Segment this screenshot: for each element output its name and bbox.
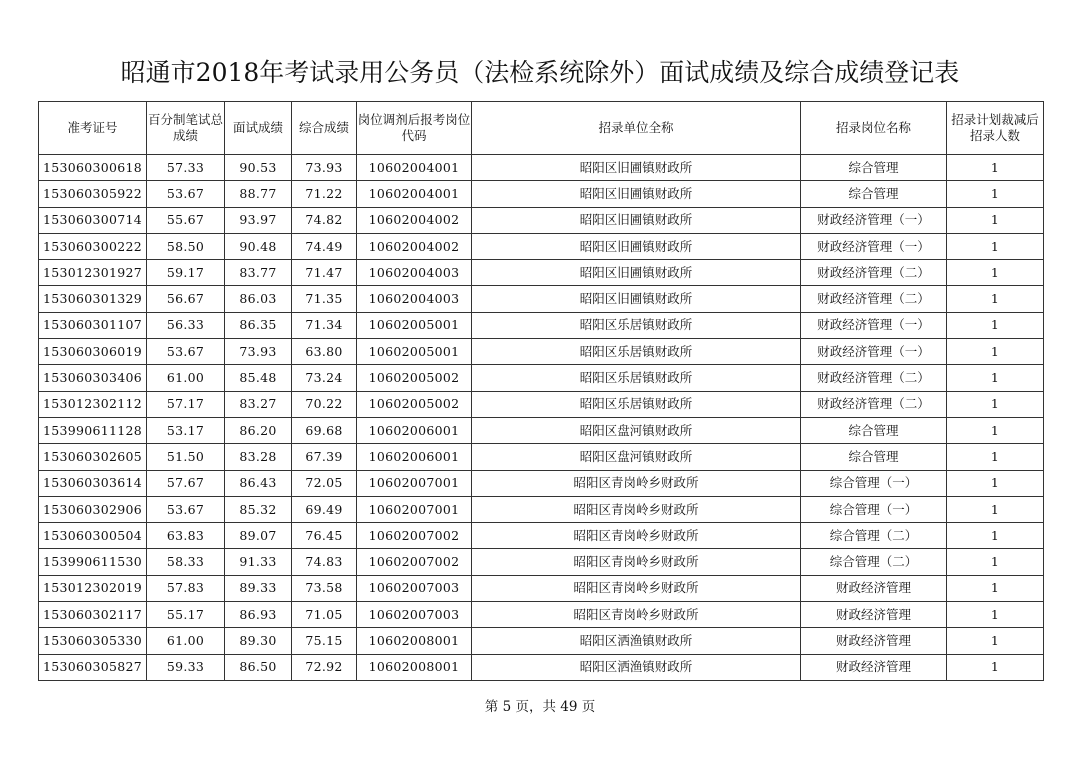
unit-name-cell: 昭阳区乐居镇财政所 (472, 365, 801, 391)
written-score-cell: 59.17 (147, 260, 225, 286)
written-score-cell: 61.00 (147, 628, 225, 654)
post-name-cell: 财政经济管理（一） (801, 312, 947, 338)
interview-score-cell: 85.32 (225, 496, 292, 522)
interview-score-cell: 89.30 (225, 628, 292, 654)
unit-name-cell: 昭阳区青岗岭乡财政所 (472, 602, 801, 628)
total-score-cell: 73.24 (292, 365, 357, 391)
written-score-cell: 55.17 (147, 602, 225, 628)
written-score-cell: 58.33 (147, 549, 225, 575)
post-name-cell: 财政经济管理（二） (801, 260, 947, 286)
header-total-score: 综合成绩 (292, 102, 357, 155)
post-name-cell: 综合管理（一） (801, 496, 947, 522)
total-score-cell: 74.83 (292, 549, 357, 575)
table-row (39, 181, 1044, 207)
post-name-cell: 综合管理 (801, 444, 947, 470)
total-score-cell: 74.82 (292, 207, 357, 233)
quota-cell: 1 (947, 391, 1044, 417)
unit-name-cell: 昭阳区乐居镇财政所 (472, 391, 801, 417)
quota-cell: 1 (947, 444, 1044, 470)
total-score-cell: 76.45 (292, 523, 357, 549)
exam-id-cell: 153012302019 (39, 575, 147, 601)
unit-name-cell: 昭阳区旧圃镇财政所 (472, 207, 801, 233)
table-row (39, 286, 1044, 312)
exam-id-cell: 153990611530 (39, 549, 147, 575)
exam-id-cell: 153012301927 (39, 260, 147, 286)
quota-cell: 1 (947, 233, 1044, 259)
header-exam-id: 准考证号 (39, 102, 147, 155)
table-row (39, 339, 1044, 365)
table-row (39, 312, 1044, 338)
interview-score-cell: 85.48 (225, 365, 292, 391)
unit-name-cell: 昭阳区旧圃镇财政所 (472, 155, 801, 181)
written-score-cell: 55.67 (147, 207, 225, 233)
post-code-cell: 10602004001 (357, 181, 472, 207)
score-table (38, 101, 1044, 681)
total-score-cell: 67.39 (292, 444, 357, 470)
unit-name-cell: 昭阳区青岗岭乡财政所 (472, 496, 801, 522)
post-name-cell: 财政经济管理 (801, 654, 947, 680)
post-name-cell: 综合管理 (801, 417, 947, 443)
post-code-cell: 10602007003 (357, 602, 472, 628)
post-name-cell: 综合管理（二） (801, 549, 947, 575)
quota-cell: 1 (947, 549, 1044, 575)
exam-id-cell: 153060303614 (39, 470, 147, 496)
written-score-cell: 59.33 (147, 654, 225, 680)
post-name-cell: 综合管理 (801, 155, 947, 181)
post-code-cell: 10602005002 (357, 365, 472, 391)
unit-name-cell: 昭阳区旧圃镇财政所 (472, 260, 801, 286)
total-score-cell: 75.15 (292, 628, 357, 654)
unit-name-cell: 昭阳区洒渔镇财政所 (472, 628, 801, 654)
post-name-cell: 综合管理（一） (801, 470, 947, 496)
written-score-cell: 53.17 (147, 417, 225, 443)
post-name-cell: 财政经济管理 (801, 602, 947, 628)
unit-name-cell: 昭阳区乐居镇财政所 (472, 312, 801, 338)
post-name-cell: 综合管理 (801, 181, 947, 207)
unit-name-cell: 昭阳区青岗岭乡财政所 (472, 575, 801, 601)
total-score-cell: 71.05 (292, 602, 357, 628)
post-code-cell: 10602004003 (357, 286, 472, 312)
quota-cell: 1 (947, 628, 1044, 654)
post-name-cell: 财政经济管理 (801, 628, 947, 654)
quota-cell: 1 (947, 207, 1044, 233)
exam-id-cell: 153060302605 (39, 444, 147, 470)
post-code-cell: 10602006001 (357, 444, 472, 470)
quota-cell: 1 (947, 417, 1044, 443)
interview-score-cell: 90.53 (225, 155, 292, 181)
post-code-cell: 10602008001 (357, 654, 472, 680)
exam-id-cell: 153060302117 (39, 602, 147, 628)
table-row (39, 654, 1044, 680)
exam-id-cell: 153060302906 (39, 496, 147, 522)
quota-cell: 1 (947, 181, 1044, 207)
exam-id-cell: 153060300222 (39, 233, 147, 259)
total-score-cell: 71.47 (292, 260, 357, 286)
written-score-cell: 51.50 (147, 444, 225, 470)
header-unit-name: 招录单位全称 (472, 102, 801, 155)
post-code-cell: 10602005001 (357, 312, 472, 338)
interview-score-cell: 86.93 (225, 602, 292, 628)
header-interview-score: 面试成绩 (225, 102, 292, 155)
written-score-cell: 53.67 (147, 496, 225, 522)
unit-name-cell: 昭阳区青岗岭乡财政所 (472, 470, 801, 496)
quota-cell: 1 (947, 523, 1044, 549)
written-score-cell: 56.67 (147, 286, 225, 312)
interview-score-cell: 88.77 (225, 181, 292, 207)
unit-name-cell: 昭阳区盘河镇财政所 (472, 444, 801, 470)
interview-score-cell: 73.93 (225, 339, 292, 365)
exam-id-cell: 153060306019 (39, 339, 147, 365)
post-name-cell: 财政经济管理（二） (801, 391, 947, 417)
exam-id-cell: 153060300504 (39, 523, 147, 549)
exam-id-cell: 153990611128 (39, 417, 147, 443)
exam-id-cell: 153060301107 (39, 312, 147, 338)
table-row (39, 233, 1044, 259)
exam-id-cell: 153060301329 (39, 286, 147, 312)
interview-score-cell: 91.33 (225, 549, 292, 575)
unit-name-cell: 昭阳区乐居镇财政所 (472, 339, 801, 365)
post-code-cell: 10602004002 (357, 233, 472, 259)
total-score-cell: 71.34 (292, 312, 357, 338)
table-row (39, 417, 1044, 443)
interview-score-cell: 86.03 (225, 286, 292, 312)
unit-name-cell: 昭阳区旧圃镇财政所 (472, 233, 801, 259)
quota-cell: 1 (947, 470, 1044, 496)
interview-score-cell: 86.20 (225, 417, 292, 443)
table-row (39, 628, 1044, 654)
table-row (39, 260, 1044, 286)
page-number: 第 5 页，共 49 页 (484, 699, 596, 715)
table-row (39, 365, 1044, 391)
exam-id-cell: 153060300714 (39, 207, 147, 233)
total-score-cell: 73.93 (292, 155, 357, 181)
written-score-cell: 53.67 (147, 339, 225, 365)
quota-cell: 1 (947, 339, 1044, 365)
post-code-cell: 10602006001 (357, 417, 472, 443)
written-score-cell: 56.33 (147, 312, 225, 338)
post-code-cell: 10602004003 (357, 260, 472, 286)
post-code-cell: 10602004001 (357, 155, 472, 181)
quota-cell: 1 (947, 496, 1044, 522)
table-row (39, 549, 1044, 575)
total-score-cell: 71.22 (292, 181, 357, 207)
table-row (39, 444, 1044, 470)
interview-score-cell: 89.07 (225, 523, 292, 549)
exam-id-cell: 153060303406 (39, 365, 147, 391)
total-score-cell: 70.22 (292, 391, 357, 417)
table-row (39, 523, 1044, 549)
table-row (39, 155, 1044, 181)
interview-score-cell: 93.97 (225, 207, 292, 233)
interview-score-cell: 86.35 (225, 312, 292, 338)
post-name-cell: 财政经济管理（一） (801, 207, 947, 233)
total-score-cell: 73.58 (292, 575, 357, 601)
table-row (39, 207, 1044, 233)
post-name-cell: 综合管理（二） (801, 523, 947, 549)
table-row (39, 391, 1044, 417)
header-quota: 招录计划裁减后招录人数 (947, 102, 1044, 155)
post-name-cell: 财政经济管理（二） (801, 365, 947, 391)
quota-cell: 1 (947, 602, 1044, 628)
interview-score-cell: 83.27 (225, 391, 292, 417)
written-score-cell: 58.50 (147, 233, 225, 259)
interview-score-cell: 90.48 (225, 233, 292, 259)
post-code-cell: 10602007001 (357, 470, 472, 496)
interview-score-cell: 83.28 (225, 444, 292, 470)
post-name-cell: 财政经济管理 (801, 575, 947, 601)
written-score-cell: 57.17 (147, 391, 225, 417)
written-score-cell: 63.83 (147, 523, 225, 549)
exam-id-cell: 153012302112 (39, 391, 147, 417)
post-code-cell: 10602007002 (357, 549, 472, 575)
table-body (39, 155, 1044, 681)
quota-cell: 1 (947, 575, 1044, 601)
post-name-cell: 财政经济管理（一） (801, 233, 947, 259)
exam-id-cell: 153060305827 (39, 654, 147, 680)
total-score-cell: 63.80 (292, 339, 357, 365)
unit-name-cell: 昭阳区旧圃镇财政所 (472, 181, 801, 207)
unit-name-cell: 昭阳区盘河镇财政所 (472, 417, 801, 443)
total-score-cell: 72.05 (292, 470, 357, 496)
table-row (39, 470, 1044, 496)
quota-cell: 1 (947, 260, 1044, 286)
quota-cell: 1 (947, 312, 1044, 338)
post-code-cell: 10602007001 (357, 496, 472, 522)
quota-cell: 1 (947, 365, 1044, 391)
interview-score-cell: 86.43 (225, 470, 292, 496)
header-written-score: 百分制笔试总成绩 (147, 102, 225, 155)
total-score-cell: 71.35 (292, 286, 357, 312)
table-row (39, 575, 1044, 601)
quota-cell: 1 (947, 654, 1044, 680)
written-score-cell: 57.83 (147, 575, 225, 601)
page-title: 昭通市2018年考试录用公务员（法检系统除外）面试成绩及综合成绩登记表 (120, 58, 960, 87)
unit-name-cell: 昭阳区青岗岭乡财政所 (472, 549, 801, 575)
header-row (39, 102, 1044, 155)
written-score-cell: 57.67 (147, 470, 225, 496)
post-code-cell: 10602007002 (357, 523, 472, 549)
exam-id-cell: 153060305330 (39, 628, 147, 654)
total-score-cell: 72.92 (292, 654, 357, 680)
unit-name-cell: 昭阳区青岗岭乡财政所 (472, 523, 801, 549)
post-code-cell: 10602005001 (357, 339, 472, 365)
total-score-cell: 74.49 (292, 233, 357, 259)
table-row (39, 496, 1044, 522)
interview-score-cell: 89.33 (225, 575, 292, 601)
quota-cell: 1 (947, 155, 1044, 181)
exam-id-cell: 153060305922 (39, 181, 147, 207)
total-score-cell: 69.68 (292, 417, 357, 443)
unit-name-cell: 昭阳区旧圃镇财政所 (472, 286, 801, 312)
header-post-code: 岗位调剂后报考岗位代码 (357, 102, 472, 155)
total-score-cell: 69.49 (292, 496, 357, 522)
post-code-cell: 10602004002 (357, 207, 472, 233)
post-code-cell: 10602007003 (357, 575, 472, 601)
interview-score-cell: 83.77 (225, 260, 292, 286)
exam-id-cell: 153060300618 (39, 155, 147, 181)
written-score-cell: 57.33 (147, 155, 225, 181)
unit-name-cell: 昭阳区洒渔镇财政所 (472, 654, 801, 680)
written-score-cell: 61.00 (147, 365, 225, 391)
written-score-cell: 53.67 (147, 181, 225, 207)
post-code-cell: 10602005002 (357, 391, 472, 417)
post-name-cell: 财政经济管理（二） (801, 286, 947, 312)
post-name-cell: 财政经济管理（一） (801, 339, 947, 365)
post-code-cell: 10602008001 (357, 628, 472, 654)
interview-score-cell: 86.50 (225, 654, 292, 680)
quota-cell: 1 (947, 286, 1044, 312)
header-post-name: 招录岗位名称 (801, 102, 947, 155)
table-row (39, 602, 1044, 628)
